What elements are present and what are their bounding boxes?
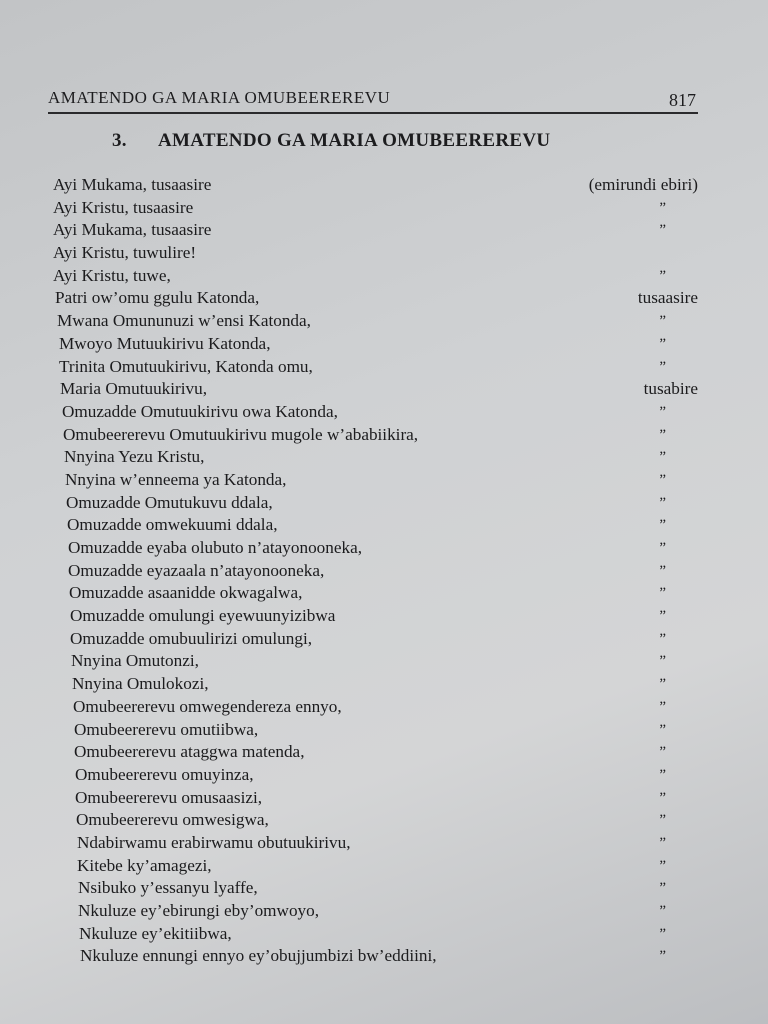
invocation-text: Mwana Omununuzi w’ensi Katonda, (57, 311, 311, 331)
litany-line (0, 900, 768, 923)
invocation-text: Nsibuko y’essanyu lyaffe, (78, 878, 258, 898)
response-text: ” (659, 267, 666, 284)
litany-line (0, 514, 768, 537)
response-text: ” (659, 517, 666, 534)
invocation-text: Nkuluze ey’ekitiibwa, (79, 923, 232, 943)
litany-line (0, 174, 768, 197)
litany-line (0, 719, 768, 742)
litany-line (0, 605, 768, 628)
litany-line (0, 537, 768, 560)
response-text: ” (659, 426, 666, 443)
litany-line (0, 492, 768, 515)
invocation-text: Ndabirwamu erabirwamu obutuukirivu, (77, 832, 351, 852)
invocation-text: Omubeererevu omwesigwa, (76, 810, 269, 830)
invocation-text: Kitebe ky’amagezi, (77, 855, 212, 875)
invocation-text: Omuzadde Omutukuvu ddala, (66, 492, 273, 512)
invocation-text: Omuzadde omwekuumi ddala, (67, 515, 278, 535)
invocation-text: Omubeererevu ataggwa matenda, (74, 742, 305, 762)
invocation-text: Ayi Mukama, tusaasire (53, 175, 212, 194)
running-title: AMATENDO GA MARIA OMUBEEREREVU (48, 88, 391, 107)
response-text: ” (659, 585, 666, 602)
response-text: ” (659, 812, 666, 829)
response-text: ” (659, 471, 666, 488)
response-text: ” (659, 903, 666, 919)
litany-line (0, 650, 768, 673)
litany-line (0, 741, 768, 764)
invocation-text: Ayi Mukama, tusaasire (53, 220, 212, 240)
invocation-text: Omuzadde Omutuukirivu owa Katonda, (62, 401, 338, 421)
section-number: 3. (112, 130, 127, 151)
litany-line (0, 809, 768, 832)
response-text: ” (659, 449, 666, 466)
litany-line (0, 333, 768, 356)
running-header (48, 88, 698, 114)
invocation-text: Patri ow’omu ggulu Katonda, (55, 288, 260, 308)
response-text: ” (659, 494, 666, 511)
response-text: ” (659, 562, 666, 579)
invocation-text: Omuzadde eyaba olubuto n’atayonooneka, (68, 538, 362, 557)
litany-line (0, 628, 768, 651)
response-text: ” (659, 698, 666, 715)
litany-line (0, 764, 768, 787)
litany-line (0, 378, 768, 401)
litany-list (0, 174, 768, 968)
invocation-text: Ayi Kristu, tuwulire! (53, 243, 197, 263)
response-text: ” (659, 721, 666, 738)
litany-line (0, 696, 768, 719)
litany-line (0, 287, 768, 310)
litany-line (0, 424, 768, 447)
invocation-text: Omuzadde asaanidde okwagalwa, (69, 583, 303, 603)
invocation-text: Omubeererevu omuyinza, (75, 764, 254, 784)
litany-line (0, 673, 768, 696)
litany-line (0, 469, 768, 492)
response-text: ” (659, 857, 666, 874)
invocation-text: Omubeererevu omusaasizi, (75, 787, 263, 807)
response-text: ” (659, 222, 666, 239)
response-text: ” (659, 880, 666, 897)
invocation-text: Nkuluze ey’ebirungi eby’omwoyo, (78, 901, 320, 920)
invocation-text: Maria Omutuukirivu, (60, 379, 208, 399)
response-text: ” (659, 403, 666, 420)
litany-line (0, 923, 768, 946)
invocation-text: Nnyina Yezu Kristu, (64, 447, 205, 467)
litany-line (0, 945, 768, 968)
litany-line (0, 787, 768, 810)
invocation-text: Nnyina Omulokozi, (72, 674, 209, 694)
response-text: ” (659, 335, 666, 352)
invocation-text: Nnyina Omutonzi, (71, 651, 199, 671)
invocation-text: Omubeererevu Omutuukirivu mugole w’ababiikira, (63, 424, 419, 444)
litany-line (0, 401, 768, 424)
invocation-text: Trinita Omutuukirivu, Katonda omu, (59, 356, 313, 376)
response-text: ” (659, 630, 666, 647)
response-text: ” (659, 608, 666, 625)
invocation-text: Omubeererevu omutiibwa, (74, 719, 259, 739)
litany-line (0, 832, 768, 855)
invocation-text: Mwoyo Mutuukirivu Katonda, (59, 333, 271, 353)
response-text: ” (659, 540, 666, 556)
response-text: ” (659, 653, 666, 670)
litany-line (0, 219, 768, 242)
page-number: 817 (669, 90, 696, 110)
response-text: ” (659, 313, 666, 330)
section-heading (112, 130, 550, 152)
response-text: ” (659, 676, 666, 693)
invocation-text: Omuzadde omulungi eyewuunyizibwa (70, 606, 336, 626)
response-text: ” (659, 834, 666, 851)
litany-line (0, 356, 768, 379)
litany-line (0, 855, 768, 878)
response-text: tusaasire (637, 288, 698, 308)
response-text: ” (659, 789, 666, 806)
response-text: ” (659, 766, 666, 783)
response-text: (emirundi ebiri) (588, 175, 698, 194)
invocation-text: Omubeererevu omwegendereza ennyo, (73, 696, 342, 716)
response-text: ” (659, 948, 666, 965)
invocation-text: Omuzadde omubuulirizi omulungi, (70, 628, 313, 648)
section-title: AMATENDO GA MARIA OMUBEEREREVU (158, 130, 551, 151)
response-text: tusabire (643, 379, 698, 399)
litany-line (0, 242, 768, 265)
litany-line (0, 582, 768, 605)
litany-line (0, 877, 768, 900)
invocation-text: Nkuluze ennungi ennyo ey’obujjumbizi bw’eddiini, (80, 946, 437, 966)
response-text: ” (659, 744, 666, 761)
litany-line (0, 446, 768, 469)
response-text: ” (659, 358, 666, 375)
litany-line (0, 310, 768, 333)
litany-line (0, 265, 768, 288)
response-text: ” (659, 199, 666, 216)
litany-line (0, 560, 768, 583)
invocation-text: Nnyina w’enneema ya Katonda, (65, 469, 287, 489)
invocation-text: Ayi Kristu, tuwe, (53, 265, 171, 285)
response-text: ” (659, 925, 666, 942)
invocation-text: Omuzadde eyazaala n’atayonooneka, (68, 560, 325, 580)
litany-line (0, 197, 768, 220)
invocation-text: Ayi Kristu, tusaasire (53, 197, 194, 217)
